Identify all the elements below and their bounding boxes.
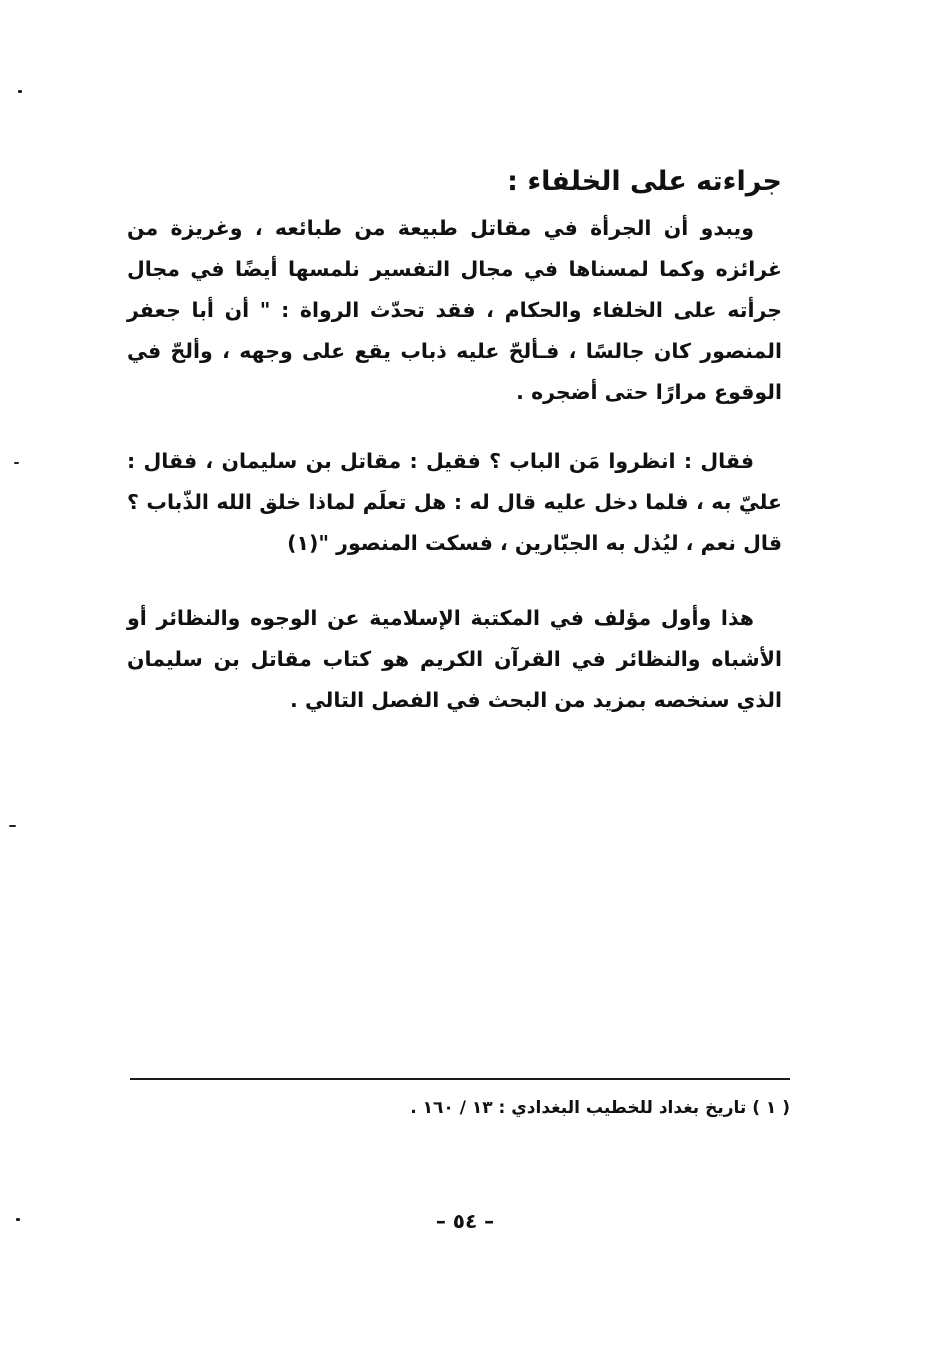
paragraph-boldness-text: ويبدو أن الجرأة في مقاتل طبيعة من طبائعه ، وغريزة من غرائزه وكما لمسناها في مجال التفسير نلمسها أيضًا في مجال جرأته على الخلفاء والحكام ، فقد تحدّث الرواة : " أن أبا جعفر المنصور كان جالسًا ، فـألحّ عليه ذباب يقع على وجهه ، وألحّ في الوقوع مرارًا حتى أضجره . [127,216,782,404]
section-heading: جراءته على الخلفاء : [507,166,782,197]
paragraph-fly-anecdote [127,441,782,564]
scan-speck [14,462,19,464]
scan-speck [16,1218,20,1221]
scan-speck [18,90,22,93]
footnote-divider [130,1078,790,1080]
footnote: ( ١ ) تاريخ بغداد للخطيب البغدادي : ١٣ / ١٦٠ . [410,1098,790,1118]
page-number: – ٥٤ – [435,1209,495,1233]
paragraph-first-author-text: هذا وأول مؤلف في المكتبة الإسلامية عن الوجوه والنظائر أو الأشباه والنظائر في القرآن الكريم هو كتاب مقاتل بن سليمان الذي سنخصه بمزيد من البحث في الفصل التالي . [127,606,782,712]
paragraph-fly-anecdote-text: فقال : انظروا مَن الباب ؟ فقيل : مقاتل بن سليمان ، فقال : عليّ به ، فلما دخل عليه قال له : هل تعلَم لماذا خلق الله الذّباب ؟ قال نعم ، ليُذل به الجبّارين ، فسكت المنصور "(١) [127,449,782,555]
paragraph-boldness [127,208,782,413]
paragraph-first-author [127,598,782,721]
scan-speck [9,825,16,827]
